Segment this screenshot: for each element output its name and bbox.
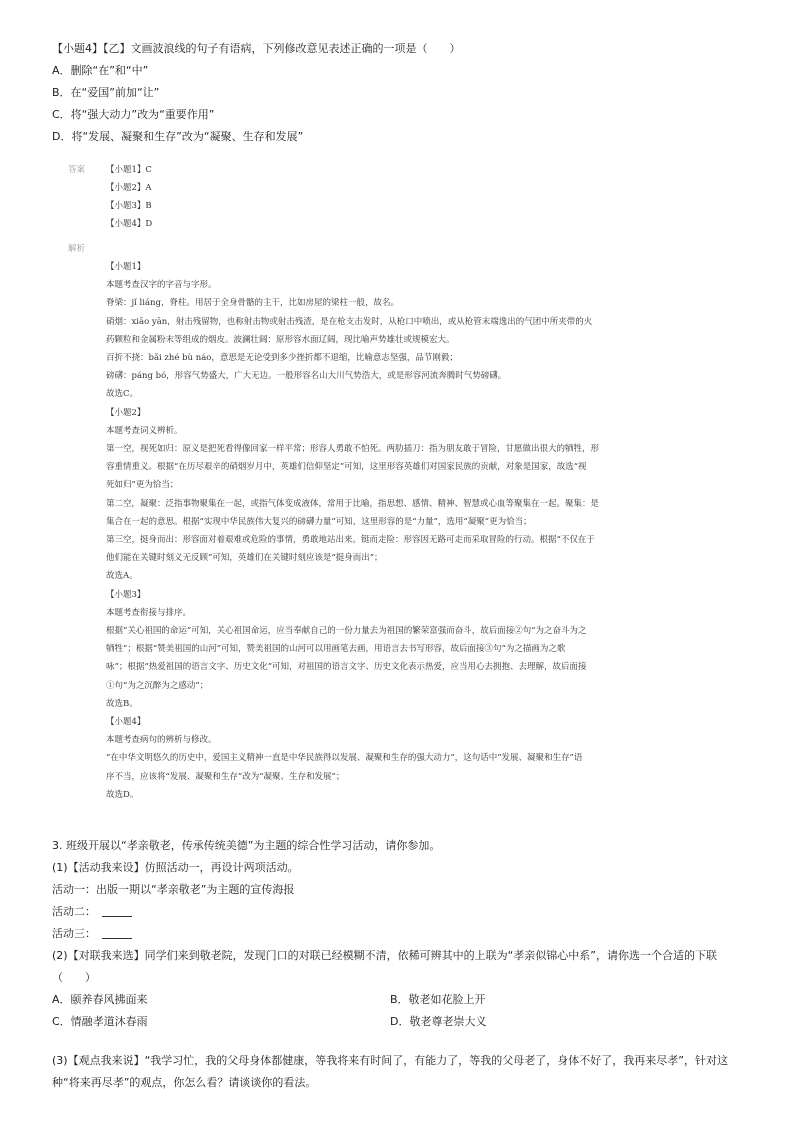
- answer-item-3: 【小题3】B: [106, 201, 152, 211]
- analysis-line: 故选B。: [106, 698, 138, 709]
- analysis-line: 故选C。: [106, 389, 139, 400]
- activity-3-blank[interactable]: [102, 937, 132, 939]
- analysis-line: 本题考查词义辨析。: [106, 425, 183, 436]
- analysis-line: 他们能在关键时刻义无反顾”可知，英雄们在关键时刻应该是“挺身而出”；: [106, 553, 383, 564]
- analysis-line: 集合在一起的意思。根据“实现中华民族伟大复兴的磅礴力量”可知，这里形容的是“力量”，选用“凝聚”更为恰当；: [106, 516, 532, 527]
- analysis-line: 药颗粒和金属粉末等组成的烟皮。波澜壮阔：原形容水面辽阔，现比喻声势雄壮或规模宏大。: [106, 334, 455, 345]
- activity-2-label: 活动二：: [52, 905, 96, 918]
- q3-option-c: C．情融孝道沐春雨: [52, 1015, 148, 1028]
- analysis-line: 序不当，应该将“发展、凝聚和生存”改为“凝聚、生存和发展”；: [106, 771, 345, 782]
- analysis-line: 【小题2】: [106, 407, 146, 418]
- analysis-line: 脊梁：jǐ liáng，脊柱。用居于全身骨骼的主干，比如房屋的梁柱一般，故名。: [106, 298, 399, 309]
- option-a: A．删除“在”和“中”: [52, 64, 149, 77]
- answer-item-4: 【小题4】D: [106, 219, 153, 229]
- analysis-line: 【小题4】: [106, 717, 146, 727]
- q3-option-d: D．敬老尊老崇大义: [390, 1015, 487, 1028]
- q3-option-b: B．敬老如花脸上开: [390, 993, 486, 1006]
- analysis-line: 容重情重义。根据“在历尽艰辛的硝烟岁月中，英雄们信仰坚定”可知，这里形容英雄们对国家民族的贡献，对象是国家，故选“视: [106, 462, 587, 473]
- analysis-line: 第二空，凝聚：泛指事物聚集在一起，或指气体变成液体，常用于比喻，指思想、感情、精神、智慧或心血等聚集在一起。聚集：是: [106, 498, 600, 509]
- answer-item-2: 【小题2】A: [106, 183, 152, 193]
- activity-2-blank[interactable]: [102, 915, 132, 917]
- analysis-line: 【小题1】: [106, 262, 146, 272]
- analysis-line: 硝烟：xiāo yān，射击残留物，也称射击物或射击残渣，是在枪支击发时，从枪口中喷出，或从枪管末端逸出的气团中所夹带的火: [106, 316, 593, 327]
- answer-label: 答案: [68, 165, 86, 175]
- analysis-line: 【小题3】: [106, 589, 146, 600]
- answer-item-1: 【小题1】C: [106, 165, 152, 175]
- analysis-line: 故选A。: [106, 571, 138, 582]
- q3-option-a: A．颐养春风拂面来: [52, 993, 148, 1006]
- question4-stem: 【小题4】【乙】文画波浪线的句子有语病，下列修改意见表述正确的一项是（ ）: [52, 42, 461, 55]
- analysis-line: 第三空，挺身而出：形容面对着艰难或危险的事情，勇敢地站出来。铤而走险：形容因无路可走而采取冒险的行动。根据“不仅在于: [106, 535, 595, 545]
- option-c: C．将“强大动力”改为“重要作用”: [52, 108, 215, 121]
- activity-3-label: 活动三：: [52, 927, 96, 940]
- analysis-line: 咏”；根据“热爱祖国的语言文字、历史文化”可知，对祖国的语言文字、历史文化表示热爱，应当用心去拥抱、去理解，故后面接: [106, 662, 587, 673]
- analysis-line: 根据“关心祖国的命运”可知，关心祖国命运，应当奉献自己的一份力量去为祖国的繁荣富强而奋斗，故后面接②句“为之奋斗为之: [106, 626, 587, 636]
- part2-line2: （ ）: [52, 971, 96, 984]
- part3-line1: (3)【观点我来说】“我学习忙，我的父母身体都健康，等我将来有时间了，有能力了，等我的父母老了，身体不好了，我再来尽孝”，针对这: [52, 1054, 728, 1067]
- activity-3: [52, 925, 132, 941]
- part1-title: (1)【活动我来设】仿照活动一，再设计两项活动。: [52, 861, 299, 874]
- activity-2: [52, 903, 132, 919]
- part2-line1: (2)【对联我来选】同学们来到敬老院，发现门口的对联已经模糊不清，依稀可辨其中的上联为“孝亲似锦心中系”，请你选一个合适的下联: [52, 949, 717, 962]
- part3-line2: 种“将来再尽孝”的观点，你怎么看？请谈谈你的看法。: [52, 1076, 317, 1089]
- option-b: B．在“爱国”前加“让”: [52, 86, 160, 99]
- question3-stem: 3. 班级开展以“孝亲敬老，传承传统美德”为主题的综合性学习活动，请你参加。: [52, 839, 441, 852]
- analysis-line: ①句“为之沉醉为之感动”；: [106, 680, 209, 691]
- analysis-line: 故选D。: [106, 789, 139, 800]
- activity-1: 活动一：出版一期以“孝亲敬老”为主题的宣传海报: [52, 883, 295, 896]
- option-d: D．将“发展、凝聚和生存”改为“凝聚、生存和发展”: [52, 130, 304, 143]
- analysis-line: 本题考查衔接与排序。: [106, 607, 192, 618]
- analysis-line: 死如归”更为恰当；: [106, 480, 179, 491]
- analysis-line: 本题考查病句的辨析与修改。: [106, 735, 217, 746]
- analysis-line: 百折不挠：bǎi zhé bù náo，意思是无论受到多少挫折都不退缩，比喻意志坚强，品节刚毅；: [106, 353, 458, 363]
- analysis-line: 第一空，视死如归：原义是把死看得像回家一样平常；形容人勇敢不怕死。两肋插刀：指为朋友敢于冒险，甘愿做出很大的牺牲，形: [106, 444, 600, 454]
- analysis-line: 牺牲”；根据“赞美祖国的山河”可知，赞美祖国的山河可以用画笔去画，用语言去书写形容，故后面接③句“为之描画为之歌: [106, 644, 566, 655]
- analysis-label: 解析: [68, 244, 86, 254]
- analysis-line: 磅礴：páng bó，形容气势盛大，广大无边。一般形容名山大川气势浩大，或是形容河流奔腾时气势磅礴。: [106, 371, 507, 382]
- analysis-line: “在中华文明悠久的历史中，爱国主义精神一直是中华民族得以发展、凝聚和生存的强大动力”，这句话中“发展、凝聚和生存”语: [106, 753, 583, 764]
- analysis-line: 本题考查汉字的字音与字形。: [106, 280, 217, 291]
